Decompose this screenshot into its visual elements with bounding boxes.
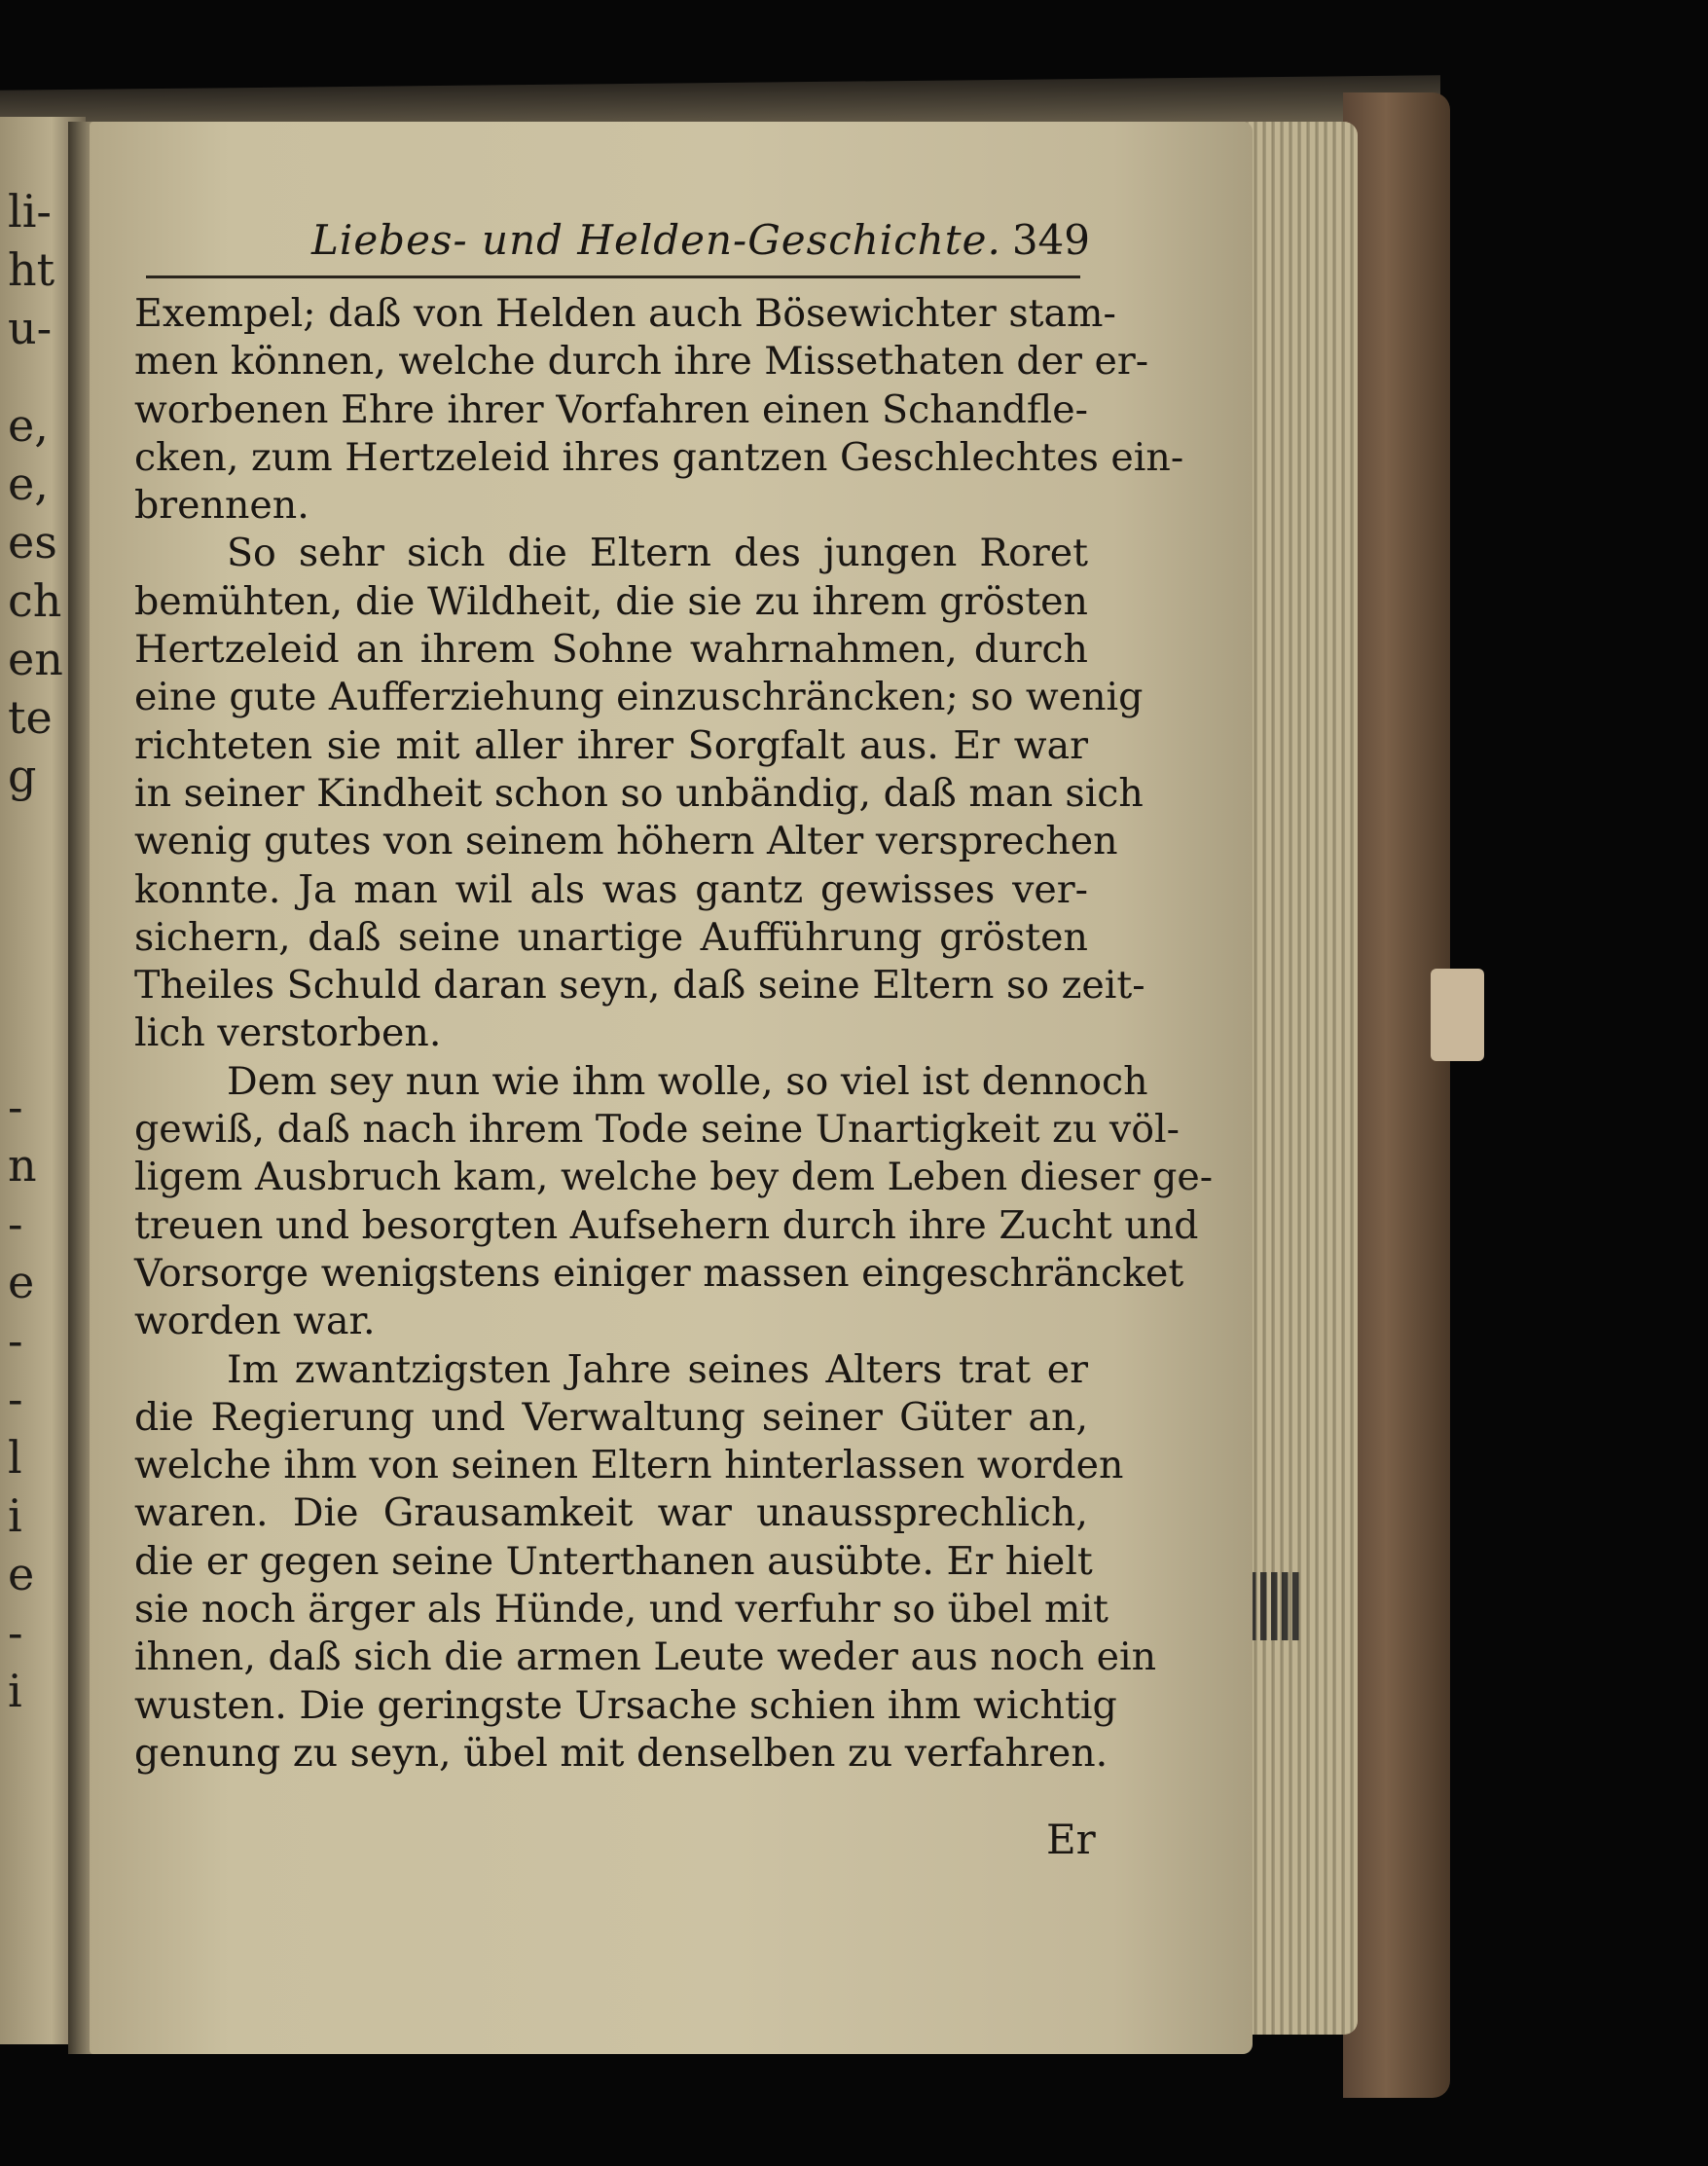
body-text xyxy=(134,290,1214,1778)
text-line: bemühten, die Wildheit, die sie zu ihrem grösten xyxy=(134,578,1088,624)
text-line: So sehr sich die Eltern des jungen Roret xyxy=(227,531,1088,576)
text-line: sie noch ärger als Hünde, und verfuhr so übel mit xyxy=(134,1587,1108,1633)
left-page-fragment: - xyxy=(8,1314,23,1367)
text-line: lich verstorben. xyxy=(134,1010,442,1056)
text-line: konnte. Ja man wil als was gantz gewisses ver- xyxy=(134,866,1088,912)
text-line: Vorsorge wenigstens einiger massen eingeschräncket xyxy=(134,1250,1184,1296)
text-line: eine gute Aufferziehung einzuschräncken; so wenig xyxy=(134,675,1144,720)
text-line: die er gegen seine Unterthanen ausübte. Er hielt xyxy=(134,1538,1093,1584)
text-line: worbenen Ehre ihrer Vorfahren einen Schandfle- xyxy=(134,386,1088,432)
running-head xyxy=(311,216,1090,275)
text-line: Dem sey nun wie ihm wolle, so viel ist dennoch xyxy=(227,1058,1148,1104)
text-line: sichern, daß seine unartige Aufführung grösten xyxy=(134,914,1088,960)
leather-cover xyxy=(1343,92,1450,2098)
text-line: ihnen, daß sich die armen Leute weder aus noch ein xyxy=(134,1634,1157,1680)
running-head-title: Liebes- und Helden-Geschichte. xyxy=(311,216,1001,264)
left-page-fragment: te xyxy=(8,691,53,744)
left-page-fragment: e xyxy=(8,1548,35,1600)
text-line: men können, welche durch ihre Missethaten der er- xyxy=(134,339,1149,385)
left-page-fragment: ht xyxy=(8,243,55,296)
text-line: worden war. xyxy=(134,1299,376,1344)
text-line: brennen. xyxy=(134,483,309,529)
text-line: wusten. Die geringste Ursache schien ihm wichtig xyxy=(134,1682,1117,1728)
left-page-fragment: e xyxy=(8,1256,35,1308)
cover-clasp xyxy=(1431,969,1484,1061)
left-page-fragment: n xyxy=(8,1139,37,1192)
header-rule xyxy=(146,275,1080,278)
left-page-fragment: e, xyxy=(8,458,49,510)
text-line: cken, zum Hertzeleid ihres gantzen Geschlechtes ein- xyxy=(134,434,1184,480)
text-line: gewiß, daß nach ihrem Tode seine Unartigkeit zu völ- xyxy=(134,1107,1180,1153)
left-page-fragment: - xyxy=(8,1606,23,1659)
left-page-fragment: - xyxy=(8,1373,23,1425)
text-line: in seiner Kindheit schon so unbändig, daß man sich xyxy=(134,770,1144,816)
text-line: genung zu seyn, übel mit denselben zu verfahren. xyxy=(134,1730,1108,1776)
left-page-fragment: es xyxy=(8,516,57,569)
text-line: welche ihm von seinen Eltern hinterlassen worden xyxy=(134,1443,1124,1488)
left-page-fragment: - xyxy=(8,1081,23,1133)
text-line: treuen und besorgten Aufsehern durch ihre Zucht und xyxy=(134,1202,1199,1248)
left-page-fragment: i xyxy=(8,1489,22,1542)
left-page-fragment: ch xyxy=(8,574,62,627)
left-page-fragment: i xyxy=(8,1665,22,1717)
catchword: Er xyxy=(1046,1816,1096,1863)
text-line: Hertzeleid an ihrem Sohne wahrnahmen, durch xyxy=(134,627,1088,673)
text-line: die Regierung und Verwaltung seiner Güter an, xyxy=(134,1394,1088,1440)
left-page-fragment: l xyxy=(8,1431,22,1484)
text-line: Exempel; daß von Helden auch Bösewichter stam- xyxy=(134,291,1116,336)
text-line: wenig gutes von seinem höhern Alter versprechen xyxy=(134,819,1118,864)
left-page-fragment: g xyxy=(8,750,37,802)
text-line: ligem Ausbruch kam, welche bey dem Leben dieser ge- xyxy=(134,1155,1214,1200)
text-line: Theiles Schuld daran seyn, daß seine Eltern so zeit- xyxy=(134,963,1145,1009)
page-number: 349 xyxy=(1011,216,1090,264)
left-page-fragment: li- xyxy=(8,185,52,238)
left-page-fragment: - xyxy=(8,1197,23,1250)
left-page-fragment: e, xyxy=(8,399,49,452)
left-page-fragment: en xyxy=(8,633,63,685)
text-line: Im zwantzigsten Jahre seines Alters trat er xyxy=(227,1346,1088,1392)
left-page-fragment: u- xyxy=(8,302,53,354)
text-line: richteten sie mit aller ihrer Sorgfalt aus. Er war xyxy=(134,722,1088,768)
text-line: waren. Die Grausamkeit war unaussprechlich, xyxy=(134,1490,1088,1536)
